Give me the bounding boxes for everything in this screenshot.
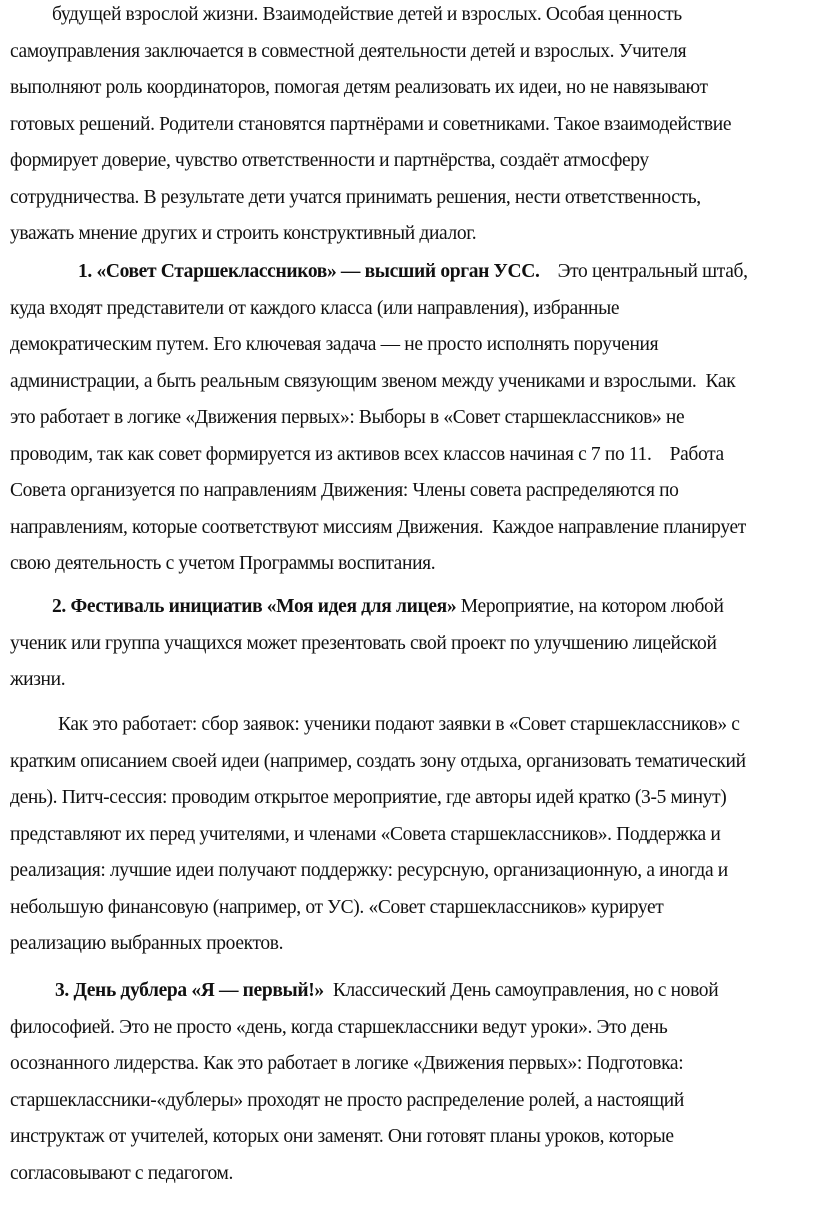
paragraph bbox=[10, 0, 816, 253]
body-text: демократическим путем. Его ключевая задача — не просто исполнять поручения bbox=[10, 334, 659, 355]
text-line bbox=[10, 364, 816, 401]
body-text: направлениям, которые соответствуют миссиям Движения. Каждое направление планирует bbox=[10, 516, 746, 538]
body-text: свою деятельность с учетом Программы воспитания. bbox=[10, 553, 436, 574]
body-text: готовых решений. Родители становятся партнёрами и советниками. Такое взаимодействие bbox=[10, 113, 732, 135]
text-line bbox=[10, 70, 816, 107]
text-line bbox=[10, 216, 816, 253]
body-text: реализацию выбранных проектов. bbox=[10, 933, 284, 954]
body-text: Совета организуется по направлениям Движения: Члены совета распределяются по bbox=[10, 480, 679, 501]
text-line bbox=[10, 327, 816, 364]
paragraph bbox=[10, 973, 816, 1192]
paragraph bbox=[10, 254, 816, 583]
text-line bbox=[10, 1119, 816, 1156]
text-line bbox=[10, 437, 816, 474]
text-line bbox=[10, 853, 816, 890]
body-text: куда входят представители от каждого класса (или направления), избранные bbox=[10, 297, 620, 319]
text-line bbox=[10, 1083, 816, 1120]
body-text: реализация: лучшие идеи получают поддержку: ресурсную, организационную, а иногда и bbox=[10, 860, 728, 881]
body-text: Как это работает: сбор заявок: ученики подают заявки в «Совет старшеклассников» с bbox=[58, 714, 740, 735]
text-line bbox=[10, 589, 816, 626]
body-text: администрации, а быть реальным связующим звеном между учениками и взрослыми. Как bbox=[10, 370, 736, 392]
text-line bbox=[10, 34, 816, 71]
text-line bbox=[10, 626, 816, 663]
body-text: Это центральный штаб, bbox=[539, 261, 748, 282]
body-text: философией. Это не просто «день, когда старшеклассники ведут уроки». Это день bbox=[10, 1016, 668, 1038]
body-text: формирует доверие, чувство ответственности и партнёрства, создаёт атмосферу bbox=[10, 150, 649, 171]
body-text: представляют их перед учителями, и членами «Совета старшеклассников». Поддержка и bbox=[10, 823, 721, 845]
section-heading: 1. «Совет Старшеклассников» — высший орган УСС. bbox=[78, 261, 540, 282]
text-line bbox=[10, 707, 816, 744]
text-line bbox=[10, 973, 816, 1010]
body-text: согласовывают с педагогом. bbox=[10, 1162, 234, 1184]
body-text: небольшую финансовую (например, от УС). «Совет старшеклассников» курирует bbox=[10, 896, 664, 918]
body-text: сотрудничества. В результате дети учатся принимать решения, нести ответственность, bbox=[10, 186, 701, 208]
text-line bbox=[10, 180, 816, 217]
body-text: Классический День самоуправления, но с новой bbox=[323, 980, 719, 1001]
body-text: жизни. bbox=[10, 669, 66, 690]
text-line bbox=[10, 662, 816, 699]
text-line bbox=[10, 0, 816, 34]
text-line bbox=[10, 890, 816, 927]
section-heading: 2. Фестиваль инициатив «Моя идея для лицея» bbox=[52, 596, 457, 617]
body-text: кратким описанием своей идеи (например, создать зону отдыха, организовать тематический bbox=[10, 750, 746, 772]
text-line bbox=[10, 780, 816, 817]
text-line bbox=[10, 926, 816, 963]
text-line bbox=[10, 510, 816, 547]
body-text: проводим, так как совет формируется из активов всех классов начиная с 7 по 11. Работа bbox=[10, 443, 724, 465]
text-line bbox=[10, 1156, 816, 1193]
body-text: осознанного лидерства. Как это работает в логике «Движения первых»: Подготовка: bbox=[10, 1053, 684, 1074]
text-line bbox=[10, 473, 816, 510]
body-text: самоуправления заключается в совместной деятельности детей и взрослых. Учителя bbox=[10, 40, 687, 62]
paragraph bbox=[10, 707, 816, 963]
body-text: выполняют роль координаторов, помогая детям реализовать их идеи, но не навязывают bbox=[10, 77, 708, 98]
text-line bbox=[10, 744, 816, 781]
body-text: день). Питч-сессия: проводим открытое мероприятие, где авторы идей кратко (3-5 минут) bbox=[10, 787, 727, 808]
text-line bbox=[10, 143, 816, 180]
body-text: ученик или группа учащихся может презентовать свой проект по улучшению лицейской bbox=[10, 632, 717, 654]
text-line bbox=[10, 817, 816, 854]
body-text: старшеклассники-«дублеры» проходят не просто распределение ролей, а настоящий bbox=[10, 1089, 684, 1111]
body-text: уважать мнение других и строить конструктивный диалог. bbox=[10, 223, 477, 244]
text-line bbox=[10, 254, 816, 291]
text-line bbox=[10, 546, 816, 583]
text-line bbox=[10, 107, 816, 144]
body-text: инструктаж от учителей, которых они заменят. Они готовят планы уроков, которые bbox=[10, 1126, 674, 1147]
body-text: Мероприятие, на котором любой bbox=[456, 596, 724, 617]
section-heading: 3. День дублера «Я — первый!» bbox=[55, 980, 324, 1001]
body-text: это работает в логике «Движения первых»: Выборы в «Совет старшеклассников» не bbox=[10, 407, 685, 428]
text-line bbox=[10, 291, 816, 328]
paragraph bbox=[10, 589, 816, 699]
text-line bbox=[10, 1046, 816, 1083]
body-text: будущей взрослой жизни. Взаимодействие детей и взрослых. Особая ценность bbox=[52, 4, 682, 25]
text-line bbox=[10, 400, 816, 437]
text-line bbox=[10, 1010, 816, 1047]
